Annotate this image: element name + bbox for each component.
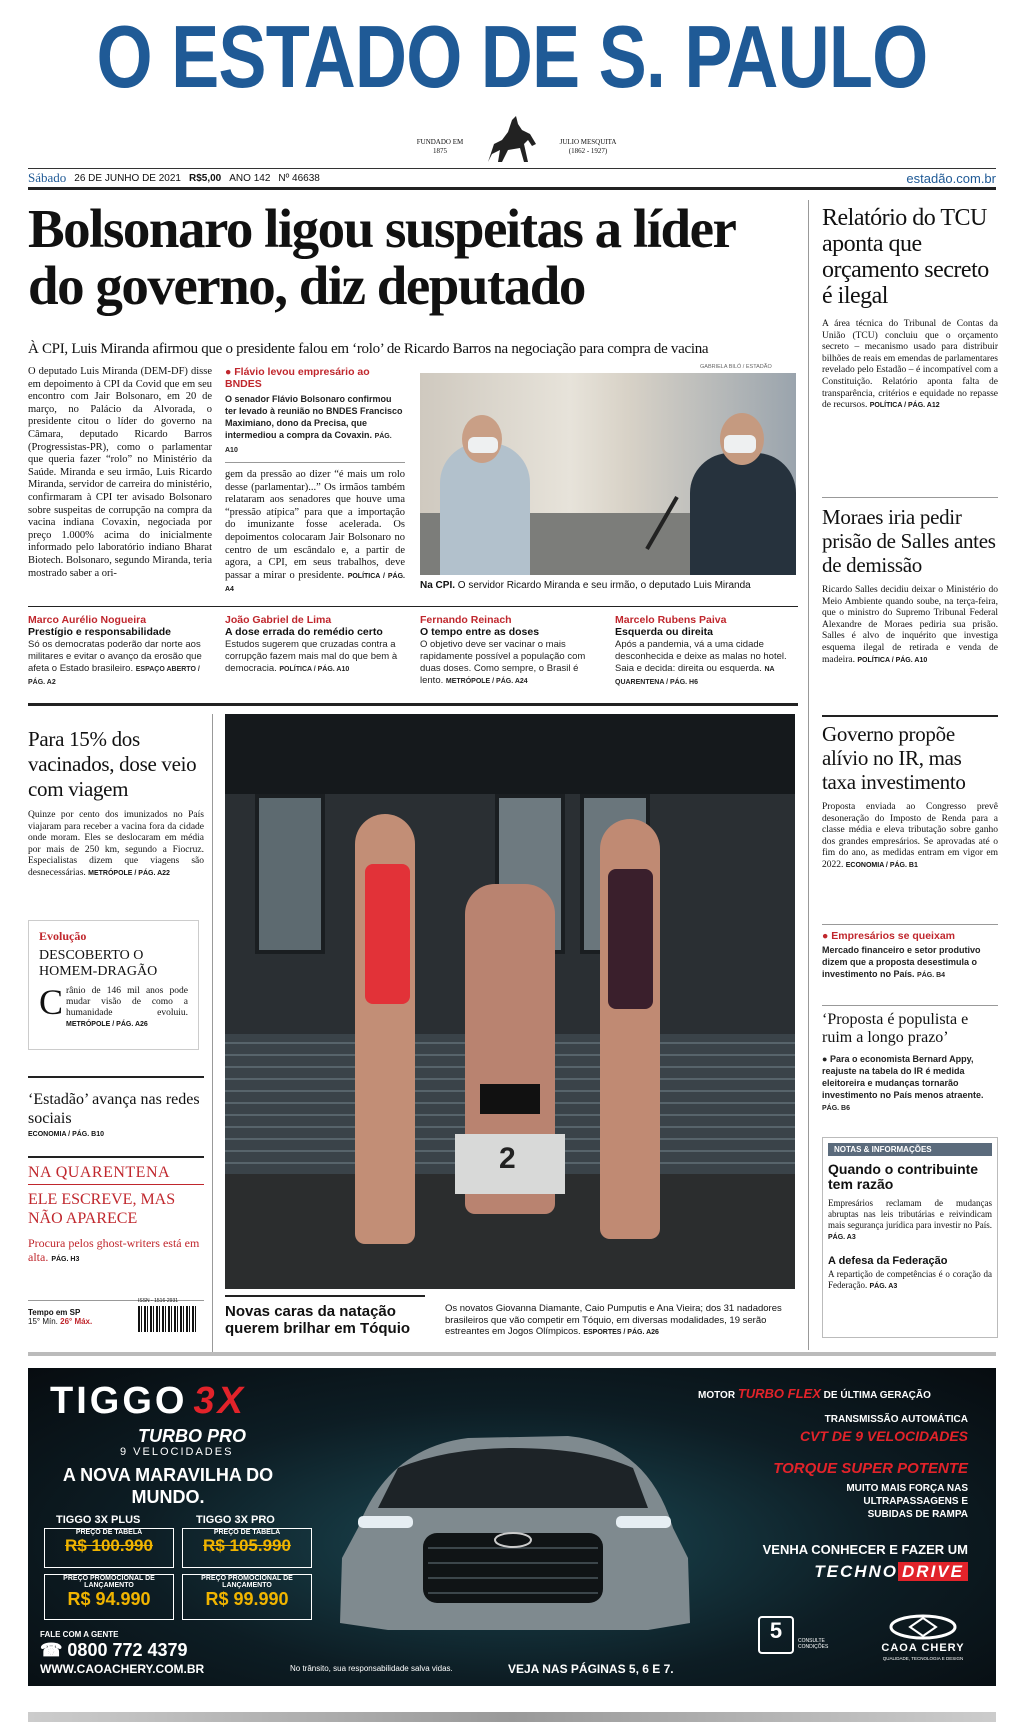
chery-logo-icon bbox=[888, 1614, 958, 1640]
evolucao-dropcap: C bbox=[39, 982, 64, 1022]
lead-aside-kicker: ● Flávio levou empresário ao BNDES bbox=[225, 366, 370, 390]
evolucao-ref: METRÓPOLE / PÁG. A26 bbox=[66, 1021, 148, 1028]
ad-techno bbox=[758, 1562, 968, 1582]
ad-slogan: A NOVA MARAVILHA DO MUNDO. bbox=[62, 1465, 274, 1507]
columnist-name: Marco Aurélio Nogueira bbox=[28, 614, 147, 626]
lead-col2 bbox=[225, 469, 405, 594]
salles-ref: POLÍTICA / PÁG. A10 bbox=[857, 656, 928, 664]
appy-ref: PÁG. B6 bbox=[822, 1105, 851, 1112]
ad-promo-label: PREÇO PROMOCIONAL DE LANÇAMENTO bbox=[201, 1575, 293, 1589]
notas2-title: A defesa da Federação bbox=[828, 1255, 948, 1267]
weather-max: 26° Máx. bbox=[60, 1317, 93, 1326]
evolucao-body: rânio de 146 mil anos pode mudar visão de como a humanidade evoluiu. bbox=[66, 986, 188, 1018]
weather-label: Tempo em SP bbox=[28, 1308, 81, 1317]
ad-model2: TIGGO 3X PRO bbox=[196, 1514, 275, 1526]
cpi-caption-bold: Na CPI. bbox=[420, 580, 456, 591]
ad-brand bbox=[50, 1380, 246, 1423]
lead-aside-ref: PÁG. A10 bbox=[225, 433, 392, 454]
ad-m2-new: R$ 99.990 bbox=[205, 1589, 289, 1609]
site-link[interactable]: estadão.com.br bbox=[906, 170, 996, 186]
lead-aside-body-text: O senador Flávio Bolsonaro confirmou ter levado à reunião no BNDES Francisco Maximiano, dono da Precisa, que intermediou a compra da Covaxin. bbox=[225, 394, 403, 440]
columnist-title: Esquerda ou direita bbox=[615, 626, 714, 638]
notas2-body: A repartição de competências é o coração da Federação. bbox=[828, 1269, 992, 1290]
appy-body: Para o economista Bernard Appy, reajuste na tabela do IR é medida eleitoreira e mudanças tornarão investimento no País menos atraente. bbox=[822, 1054, 984, 1100]
ad-phone-number[interactable]: 0800 772 4379 bbox=[67, 1640, 188, 1660]
founded-label: FUNDADO EM bbox=[416, 138, 464, 146]
quarentena-body: Procura pelos ghost-writers está em alta. bbox=[28, 1236, 200, 1264]
notas2-ref: PÁG. A3 bbox=[869, 1283, 898, 1290]
ad-m2-old: R$ 105.990 bbox=[203, 1536, 291, 1555]
weather-min: 15° Mín. bbox=[28, 1317, 58, 1326]
lead-col1: O deputado Luis Miranda (DEM-DF) disse em depoimento à CPI da Covid que em seu encontro com Jair Bolsonaro, em 20 de março, no Palácio da Alvorada, o presidente citou o líder do governo na Câmara, deputado Ricardo Barros (Progressistas-PR), como o parlamentar que queria fazer “rolo” no Ministério da Saúde. Miranda e seu irmão, Luis Ricardo Miranda, servidor de carreira do ministério, confirmaram à CPI ter avisado Bolsonaro sobre suspeitas de corrupção na compra da vacina indiana Covaxin, negociada por preço 1.000% acima do inicialmente informado pelo laboratório indiano Bharat Biotech. Bolsonaro, segundo Miranda, teria mostrado saber a ori- bbox=[28, 366, 212, 579]
tcu-story bbox=[822, 205, 998, 412]
redes-ref: ECONOMIA / PÁG. B10 bbox=[28, 1131, 104, 1138]
lead-aside-kicker-text: Flávio levou empresário ao BNDES bbox=[225, 366, 370, 390]
ad-f1b: TURBO FLEX bbox=[737, 1386, 821, 1401]
dateline bbox=[28, 168, 996, 190]
dateline-year: ANO 142 bbox=[229, 172, 271, 184]
ad-m2-promo bbox=[182, 1574, 312, 1620]
salles-story bbox=[822, 505, 998, 666]
columnist-ref: POLÍTICA / PÁG. A10 bbox=[279, 666, 350, 673]
ad-model1: TIGGO 3X PLUS bbox=[56, 1514, 141, 1526]
ad-warranty: 5 bbox=[758, 1616, 794, 1654]
swim-caption-text: Os novatos Giovanna Diamante, Caio Pumputis e Ana Vieira; dos 31 nadadores brasileiros que vão competir em Tóquio, em diversas modalidades, 19 serão estreantes em Jogos Olímpicos. bbox=[445, 1303, 782, 1337]
swim-headline: Novas caras da natação querem brilhar em Tóquio bbox=[225, 1303, 411, 1337]
ad-brand-name: TIGGO bbox=[50, 1380, 188, 1422]
founded-note bbox=[405, 138, 475, 156]
cpi-photo-caption bbox=[420, 580, 800, 592]
columnist-name: Fernando Reinach bbox=[420, 614, 512, 626]
ad-warranty-label: CONSULTE CONDIÇÕES bbox=[798, 1638, 829, 1650]
cpi-photo bbox=[420, 373, 796, 575]
ad-site-link[interactable]: WWW.CAOACHERY.COM.BR bbox=[40, 1662, 205, 1676]
columnist-body: O objetivo deve ser vacinar o mais rapidamente possível a população com duas doses. Como sempre, o Brasil é lento. bbox=[420, 639, 586, 686]
quarentena-headline: ELE ESCREVE, MAS NÃO APARECE bbox=[28, 1191, 176, 1227]
columnist-title: Prestígio e responsabilidade bbox=[28, 626, 171, 638]
ad-f5a: TECHNO bbox=[814, 1562, 899, 1581]
ad-m1-old: R$ 100.990 bbox=[65, 1536, 153, 1555]
notas1-title: Quando o contribuinte tem razão bbox=[828, 1161, 979, 1192]
dateline-price: R$5,00 bbox=[189, 172, 222, 184]
lead-aside-body bbox=[225, 393, 405, 457]
ad-f4: VENHA CONHECER E FAZER UM bbox=[762, 1542, 968, 1557]
founder-name: JULIO MESQUITA bbox=[559, 138, 617, 146]
appy-story: ‘Proposta é populista e ruim a longo prazo’ ● Para o economista Bernard Appy, reajuste na tabela do IR é medida eleitoreira e mudanças tornarão investimento no País menos atraente. PÁG. B6 bbox=[822, 1011, 998, 1115]
lead-headline: Bolsonaro ligou suspeitas a líder do governo, diz deputado bbox=[28, 198, 735, 316]
redes-story bbox=[28, 1090, 204, 1138]
tcu-body: A área técnica do Tribunal de Contas da União (TCU) concluiu que o orçamento secreto – mecanismo usado para distribuir bilhões de reais em emendas de parlamentares revelado pelo Estadão – é incompatível com a Constituição. Relatório aponta falta de transparência, critérios e equidade no repasse de recursos. bbox=[822, 319, 998, 411]
ad-safety: No trânsito, sua responsabilidade salva vidas. bbox=[290, 1664, 453, 1673]
ad-dealer: CAOA CHERY bbox=[881, 1642, 965, 1654]
tcu-headline: Relatório do TCU aponta que orçamento secreto é ilegal bbox=[822, 205, 989, 309]
ir-aside bbox=[822, 930, 998, 982]
vacina-ref: METRÓPOLE / PÁG. A22 bbox=[88, 869, 170, 877]
columnists-row bbox=[28, 614, 798, 696]
salles-body: Ricardo Salles decidiu deixar o Ministério do Meio Ambiente quando soube, na terça-feira, que o ministro do Supremo Tribunal Federal Alexandre de Moraes pediria sua prisão. Salles é alvo de inquérito que investiga esquema ilegal de retirada e venda de madeira. bbox=[822, 585, 998, 665]
lead-col2-text: gem da pressão ao dizer “é mais um rolo desse (parlamentar)...” Os irmãos também relataram aos senadores que houve uma “pressão atípica” para que a importação do imunizante fosse acelerada. Os depoimentos colocaram Jair Bolsonaro no centro de um escândalo e, a partir de agora, a CPI, em seus trabalhos, deve passar a mirar o presidente. bbox=[225, 469, 405, 581]
ad-f2b: CVT DE 9 VELOCIDADES bbox=[799, 1428, 968, 1444]
ad-m2-tabela bbox=[182, 1528, 312, 1568]
ir-aside-kicker: ● Empresários se queixam bbox=[822, 930, 955, 942]
vacina-headline: Para 15% dos vacinados, dose veio com viagem bbox=[28, 727, 197, 801]
columnist-title: O tempo entre as doses bbox=[420, 626, 540, 638]
appy-headline: ‘Proposta é populista e ruim a longo prazo’ bbox=[822, 1011, 969, 1046]
quarentena-ref: PÁG. H3 bbox=[51, 1256, 80, 1263]
swim-photo bbox=[225, 714, 795, 1289]
ad-turbo: TURBO PRO bbox=[138, 1426, 246, 1446]
ad-m1-promo bbox=[44, 1574, 174, 1620]
ad-pages: VEJA NAS PÁGINAS 5, 6 E 7. bbox=[508, 1662, 674, 1676]
notas-box bbox=[822, 1137, 998, 1338]
columnist-name: João Gabriel de Lima bbox=[225, 614, 332, 626]
notas1-body: Empresários reclamam de mudanças abruptas nas leis tributárias e reivindicam mais segurança jurídica para investir no País. bbox=[828, 1198, 992, 1230]
ad-f5b: DRIVE bbox=[898, 1562, 968, 1581]
barcode-icon bbox=[138, 1306, 196, 1332]
founder-note bbox=[548, 138, 628, 156]
ir-headline: Governo propõe alívio no IR, mas taxa investimento bbox=[822, 722, 966, 794]
vacina-body: Quinze por cento dos imunizados no País viajaram para receber a vacina fora da cidade onde moram. Eles se deslocaram em média por mais de 250 km, segundo a Fiocruz. Especialistas dizem que viagens são desnecessárias. bbox=[28, 810, 204, 878]
columnist-2 bbox=[225, 614, 405, 676]
print-strip bbox=[28, 1712, 996, 1722]
notas1-ref: PÁG. A3 bbox=[828, 1234, 856, 1241]
ad-f3: TORQUE SUPER POTENTE bbox=[773, 1460, 968, 1477]
quarentena-label: NA QUARENTENA bbox=[28, 1164, 171, 1181]
ad-contact-label: FALE COM A GENTE bbox=[40, 1630, 119, 1639]
masthead-title: O ESTADO DE S. PAULO bbox=[96, 7, 928, 106]
columnist-name: Marcelo Rubens Paiva bbox=[615, 614, 727, 626]
ad-turbo-sub: 9 VELOCIDADES bbox=[120, 1446, 234, 1458]
ir-body: Proposta enviada ao Congresso prevê desoneração do Imposto de Renda para a classe média e eleva tributação sobre ganho dos grandes empresários. Se aprovadas até o fim do ano, as medidas entram em vigor em 2022. bbox=[822, 802, 998, 870]
swim-caption bbox=[445, 1303, 797, 1339]
ad-phone[interactable]: ☎ 0800 772 4379 bbox=[40, 1640, 188, 1660]
founder-years: (1862 - 1927) bbox=[568, 147, 608, 155]
redes-headline: ‘Estadão’ avança nas redes sociais bbox=[28, 1091, 200, 1127]
vacina-story bbox=[28, 727, 204, 880]
horseman-logo-icon bbox=[478, 110, 546, 166]
ir-aside-kicker-text: Empresários se queixam bbox=[831, 930, 955, 942]
columnist-body: Após a pandemia, vá a uma cidade desconhecida e deixe as malas no hotel. Saia e decida: direita ou esquerda. bbox=[615, 639, 787, 674]
ad-f2a: TRANSMISSÃO AUTOMÁTICA bbox=[824, 1414, 968, 1425]
ir-story bbox=[822, 722, 998, 872]
notas-label: NOTAS & INFORMAÇÕES bbox=[828, 1143, 992, 1156]
lead-col2-ref: POLÍTICA / PÁG. A4 bbox=[225, 572, 405, 594]
columnist-1 bbox=[28, 614, 208, 689]
swim-ref: ESPORTES / PÁG. A26 bbox=[583, 1329, 659, 1336]
evolucao-label: Evolução bbox=[39, 929, 87, 943]
lead-subhead: À CPI, Luis Miranda afirmou que o presidente falou em ‘rolo’ de Ricardo Barros na negociação para compra de vacina bbox=[28, 341, 709, 357]
ad-m1-tabela bbox=[44, 1528, 174, 1568]
ad-f3b: MUITO MAIS FORÇA NAS ULTRAPASSAGENS E SUBIDAS DE RAMPA bbox=[846, 1483, 968, 1520]
founded-year: 1875 bbox=[433, 147, 447, 155]
ir-aside-ref: PÁG. B4 bbox=[917, 972, 946, 979]
dateline-day: Sábado bbox=[28, 170, 67, 185]
ad-brand-num: 3X bbox=[193, 1380, 246, 1422]
cpi-caption-text: O servidor Ricardo Miranda e seu irmão, o deputado Luis Miranda bbox=[457, 580, 751, 591]
columnist-4 bbox=[615, 614, 795, 689]
car-icon bbox=[328, 1408, 698, 1638]
quarentena-story bbox=[28, 1164, 204, 1267]
ir-ref: ECONOMIA / PÁG. B1 bbox=[845, 861, 918, 869]
columnist-ref: NA QUARENTENA / PÁG. H6 bbox=[615, 666, 775, 686]
photo-credit: GABRIELA BILÓ / ESTADÃO bbox=[700, 364, 772, 370]
lane-number: 2 bbox=[499, 1142, 516, 1175]
columnist-3 bbox=[420, 614, 600, 688]
ad-tabela-label: PREÇO DE TABELA bbox=[75, 1529, 143, 1536]
columnist-title: A dose errada do remédio certo bbox=[225, 626, 383, 638]
columnist-body: Só os democratas poderão dar norte aos militares e evitar o avanço da erosão que afeta o Estado brasileiro. bbox=[28, 639, 202, 674]
columnist-ref: METRÓPOLE / PÁG. A24 bbox=[445, 678, 528, 685]
tiggo-ad[interactable] bbox=[28, 1368, 996, 1686]
ad-promo-label: PREÇO PROMOCIONAL DE LANÇAMENTO bbox=[63, 1575, 155, 1589]
ad-f1c: DE ÚLTIMA GERAÇÃO bbox=[823, 1390, 931, 1401]
dateline-number: Nº 46638 bbox=[278, 172, 320, 184]
issn: ISSN - 1516-2931 bbox=[138, 1298, 179, 1304]
columnist-body: Estudos sugerem que cruzadas contra a corrupção fazem mais mal do que bem à democracia. bbox=[225, 639, 398, 674]
tcu-ref: POLÍTICA / PÁG. A12 bbox=[869, 402, 940, 410]
ad-f1a: MOTOR bbox=[698, 1390, 736, 1401]
evolucao-box bbox=[28, 920, 199, 1050]
evolucao-headline: DESCOBERTO O HOMEM-DRAGÃO bbox=[39, 948, 158, 979]
ad-feature1 bbox=[698, 1386, 931, 1401]
ad-dealer-sub: QUALIDADE, TECNOLOGIA E DESIGN bbox=[882, 1656, 964, 1661]
weather bbox=[28, 1308, 128, 1326]
ir-aside-body: Mercado financeiro e setor produtivo dizem que a proposta desestimula o investimento no País. bbox=[822, 945, 981, 979]
salles-headline: Moraes iria pedir prisão de Salles antes de demissão bbox=[822, 505, 996, 577]
lead-aside bbox=[225, 366, 405, 463]
ad-m1-new: R$ 94.990 bbox=[67, 1589, 151, 1609]
dateline-date: 26 DE JUNHO DE 2021 bbox=[74, 172, 181, 184]
columnist-ref: ESPAÇO ABERTO / PÁG. A2 bbox=[28, 666, 200, 686]
ad-tabela-label: PREÇO DE TABELA bbox=[213, 1529, 281, 1536]
